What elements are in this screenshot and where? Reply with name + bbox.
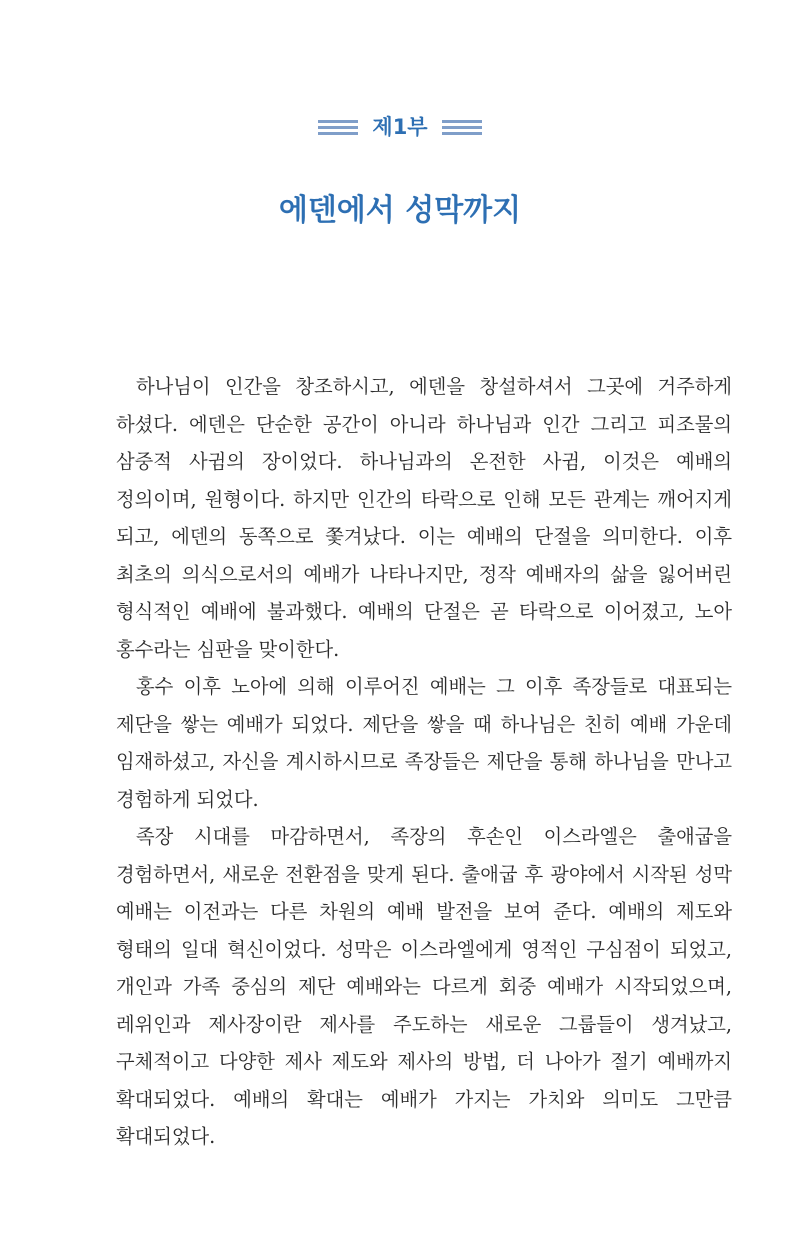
chapter-title: 에덴에서 성막까지 (278, 193, 522, 229)
part-header (0, 112, 800, 142)
paragraph: 하나님이 인간을 창조하시고, 에덴을 창설하셔서 그곳에 거주하게 하셨다. 에덴은 단순한 공간이 아니라 하나님과 인간 그리고 피조물의 삼중적 사귐의 장이었다. 하나님과의 온전한 사귐, 이것은 예배의 정의이며, 원형이다. 하지만 인간의 타락으로 인해 모든 관계는 깨어지게 되고, 에덴의 동쪽으로 쫓겨났다. 이는 예배의 단절을 의미한다. 이후 최초의 의식으로서의 예배가 나타나지만, 정작 예배자의 삶을 잃어버린 형식적인 예배에 불과했다. 예배의 단절은 곧 타락으로 이어졌고, 노아 홍수라는 심판을 맞이한다. (116, 375, 732, 661)
paragraph: 족장 시대를 마감하면서, 족장의 후손인 이스라엘은 출애굽을 경험하면서, 새로운 전환점을 맞게 된다. 출애굽 후 광야에서 시작된 성막 예배는 이전과는 다른 차원의 예배 발전을 보여 준다. 예배의 제도와 형태의 일대 혁신이었다. 성막은 이스라엘에게 영적인 구심점이 되었고, 개인과 가족 중심의 제단 예배와는 다르게 회중 예배가 시작되었으며, 레위인과 제사장이란 제사를 주도하는 새로운 그룹들이 생겨났고, 구체적이고 다양한 제사 제도와 제사의 방법, 더 나아가 절기 예배까지 확대되었다. 예배의 확대는 예배가 가지는 가치와 의미도 그만큼 확대되었다. (116, 825, 732, 1148)
left-decoration-lines (318, 120, 358, 135)
paragraph: 홍수 이후 노아에 의해 이루어진 예배는 그 이후 족장들로 대표되는 제단을 쌓는 예배가 되었다. 제단을 쌓을 때 하나님은 친히 예배 가운데 임재하셨고, 자신을 계시하시므로 족장들은 제단을 통해 하나님을 만나고 경험하게 되었다. (116, 675, 732, 811)
body-text (116, 368, 732, 1156)
right-decoration-lines (442, 120, 482, 135)
part-label: 제1부 (372, 115, 428, 139)
